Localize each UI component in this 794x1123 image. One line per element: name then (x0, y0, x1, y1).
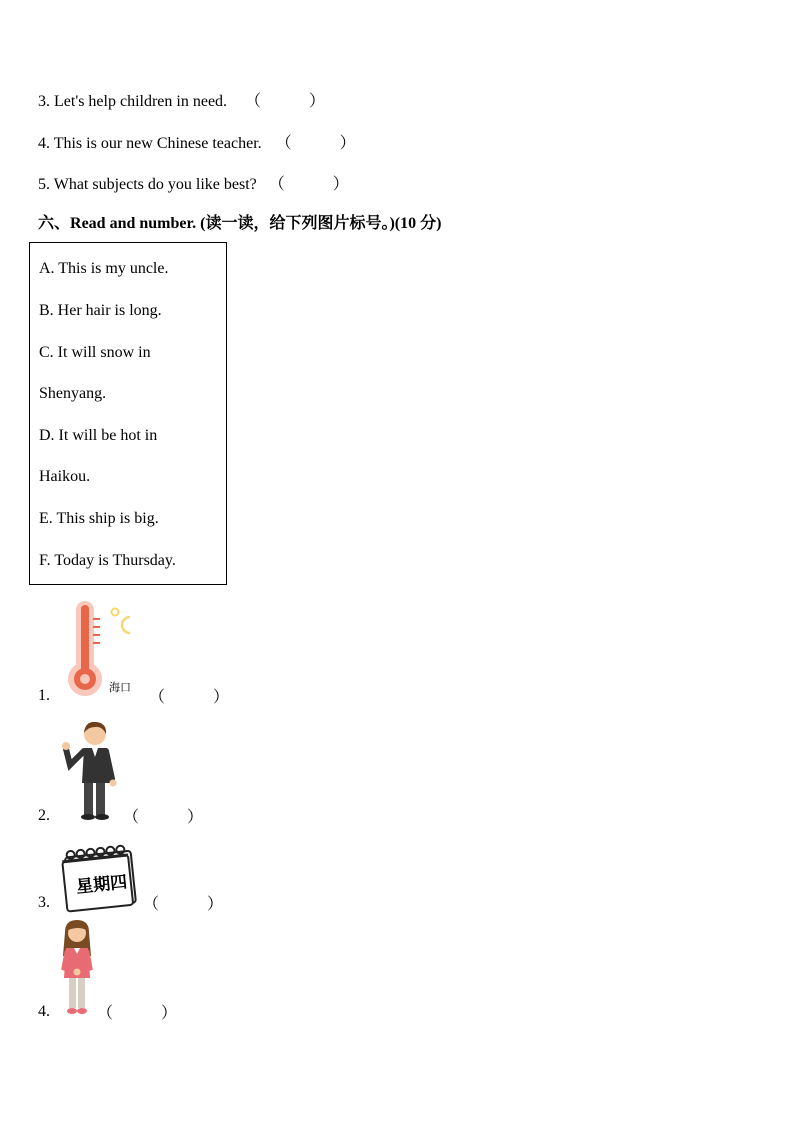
calendar-caption: 星期四 (75, 872, 129, 898)
question-5-text: 5. What subjects do you like best? (38, 176, 257, 193)
options-box (29, 242, 227, 585)
answer-blank-picture-2[interactable]: （ ） (123, 809, 204, 826)
thermometer-caption: 海口 (109, 681, 131, 694)
option-a: A. This is my uncle. (39, 260, 169, 277)
section-title (38, 210, 441, 233)
answer-blank-picture-1[interactable]: （ ） (149, 689, 230, 706)
question-5 (38, 171, 349, 194)
question-4-text: 4. This is our new Chinese teacher. (38, 135, 262, 152)
section-prefix: 六、 (38, 215, 71, 232)
woman-long-hair-icon (59, 920, 95, 1016)
man-waving-icon (60, 721, 120, 821)
answer-blank-q5[interactable]: （ ） (268, 176, 349, 193)
option-c-cont: Shenyang. (39, 385, 107, 402)
option-b: B. Her hair is long. (39, 302, 162, 319)
option-d-cont: Haikou. (39, 468, 91, 485)
question-4 (38, 130, 356, 153)
answer-blank-picture-4[interactable]: （ ） (97, 1005, 178, 1022)
answer-blank-q3[interactable]: （ ） (245, 93, 326, 110)
option-d: D. It will be hot in (39, 427, 158, 444)
question-3-text: 3. Let's help children in need. (38, 93, 228, 110)
section-title-en: Read and number. (70, 215, 197, 232)
option-f: F. Today is Thursday. (39, 552, 176, 569)
picture-3-number: 3. (38, 894, 50, 911)
option-e: E. This ship is big. (39, 510, 159, 527)
answer-blank-q4[interactable]: （ ） (275, 135, 356, 152)
picture-4-number: 4. (38, 1003, 50, 1020)
option-c: C. It will snow in (39, 344, 151, 361)
question-3 (38, 88, 325, 111)
picture-1-number: 1. (38, 687, 50, 704)
picture-2-number: 2. (38, 807, 50, 824)
section-title-cn: (读一读，给下列图片标号。)(10 分) (196, 215, 442, 232)
answer-blank-picture-3[interactable]: （ ） (143, 896, 224, 913)
